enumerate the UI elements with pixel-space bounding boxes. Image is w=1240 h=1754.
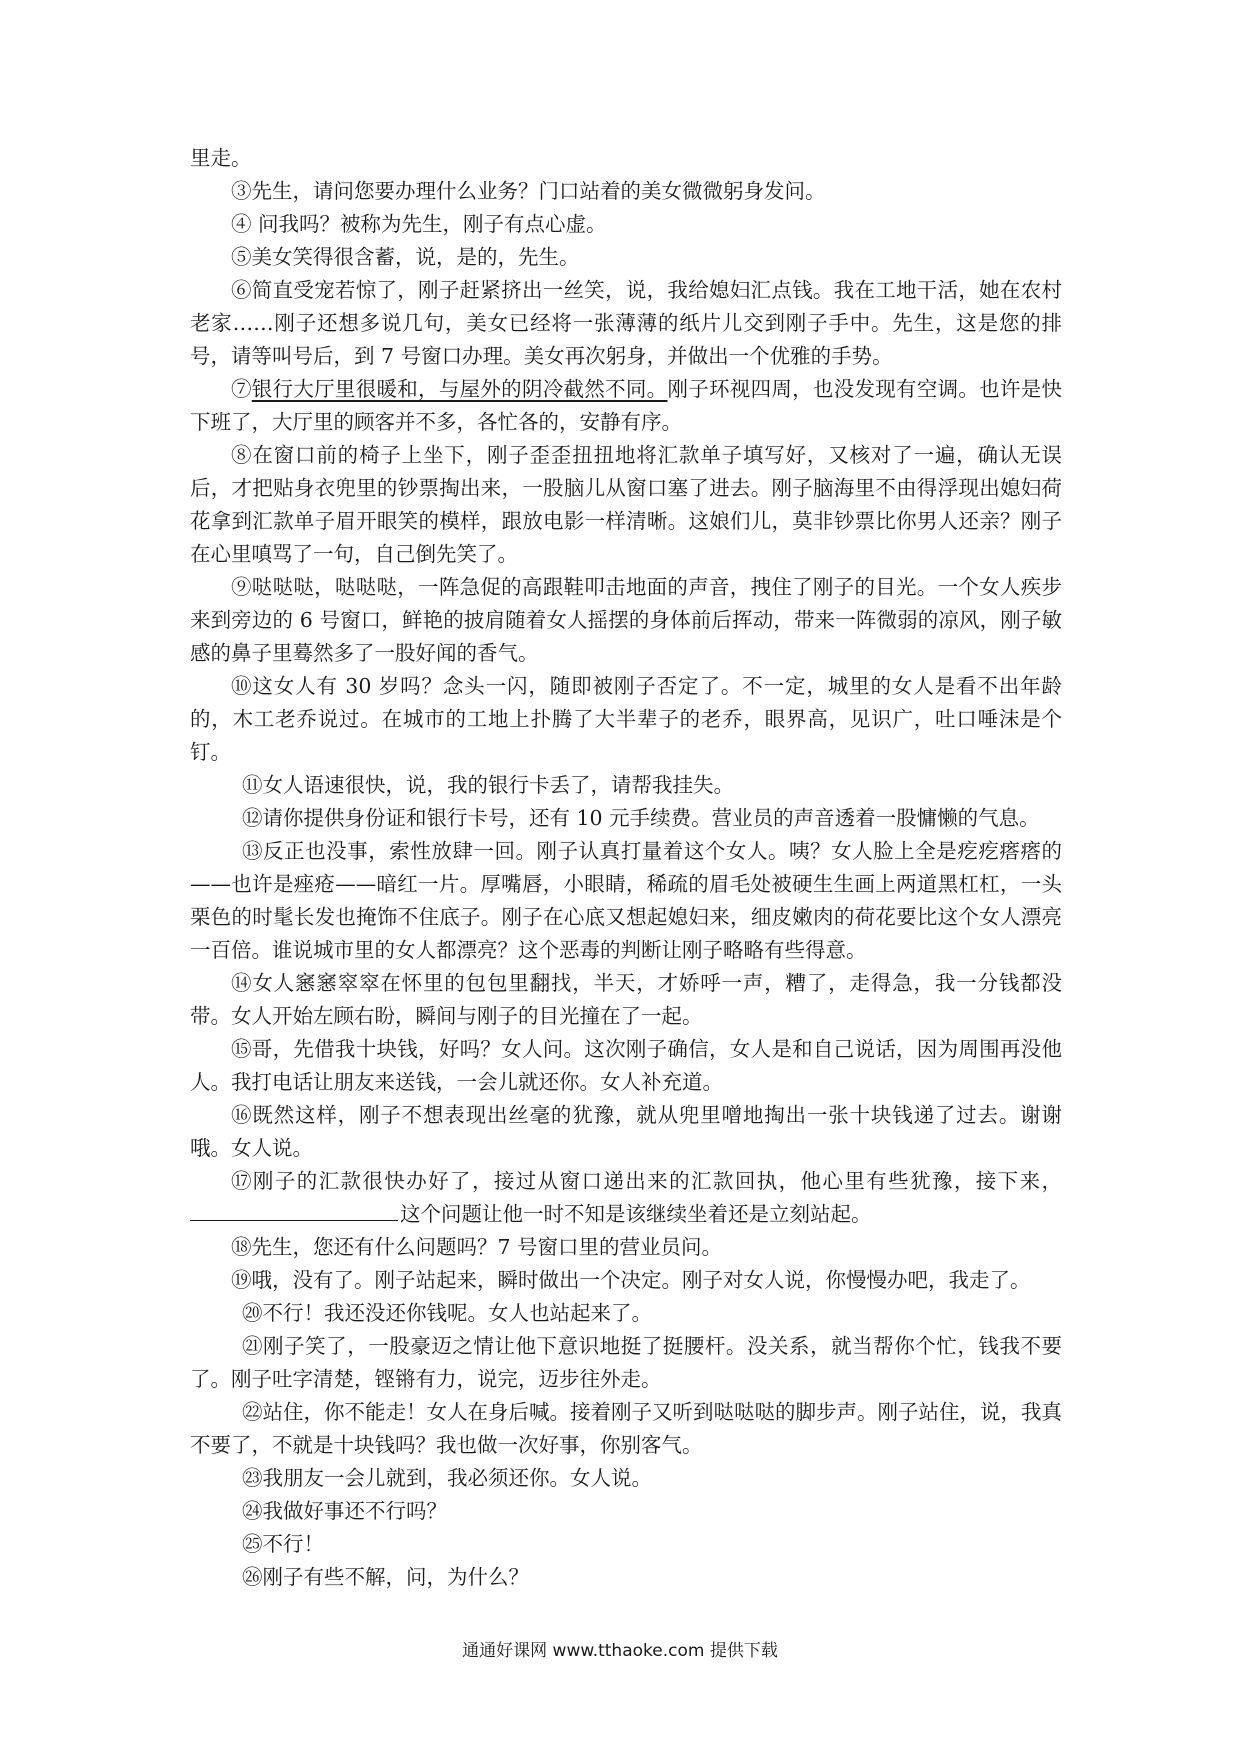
paragraph-9: ⑨哒哒哒，哒哒哒，一阵急促的高跟鞋叩击地面的声音，拽住了刚子的目光。一个女人疾步来到旁边的 6 号窗口，鲜艳的披肩随着女人摇摆的身体前后挥动，带来一阵微弱的凉风，刚子敏感的鼻子里蓦然多了一股好闻的香气。 xyxy=(190,575,1062,665)
paragraph-22: ㉒站住，你不能走！女人在身后喊。接着刚子又听到哒哒哒的脚步声。刚子站住，说，我真不要了，不就是十块钱吗？我也做一次好事，你别客气。 xyxy=(190,1400,1062,1457)
paragraph-7-rest: 刚子环视四周，也没发现有空调。也许是快下班了，大厅里的顾客并不多，各忙各的，安静有序。 xyxy=(190,377,1063,434)
paragraph-1: 里走。 xyxy=(190,146,252,170)
paragraph-17-rest: 这个问题让他一时不知是该继续坐着还是立刻站起。 xyxy=(400,1202,872,1226)
paragraph-14: ⑭女人窸窸窣窣在怀里的包包里翻找，半天，才娇呼一声，糟了，走得急，我一分钱都没带。女人开始左顾右盼，瞬间与刚子的目光撞在了一起。 xyxy=(190,971,1062,1028)
paragraph-7-prefix: ⑦ xyxy=(231,377,252,401)
paragraph-12: ⑫请你提供身份证和银行卡号，还有 10 元手续费。营业员的声音透着一股慵懒的气息。 xyxy=(242,806,1040,830)
paragraph-7 xyxy=(190,373,1062,439)
paragraph-20: ⑳不行！我还没还你钱呢。女人也站起来了。 xyxy=(242,1301,652,1325)
paragraph-26: ㉖刚子有些不解，问，为什么？ xyxy=(242,1565,529,1589)
paragraph-23: ㉓我朋友一会儿就到，我必须还你。女人说。 xyxy=(242,1466,652,1490)
paragraph-25: ㉕不行！ xyxy=(242,1532,324,1556)
paragraph-5: ⑤美女笑得很含蓄，说，是的，先生。 xyxy=(231,245,580,269)
paragraph-17-text: ⑰刚子的汇款很快办好了，接过从窗口递出来的汇款回执，他心里有些犹豫，接下来， xyxy=(231,1169,1062,1193)
paragraph-11: ⑪女人语速很快，说，我的银行卡丢了，请帮我挂失。 xyxy=(242,773,734,797)
paragraph-18: ⑱先生，您还有什么问题吗？7 号窗口里的营业员问。 xyxy=(231,1235,723,1259)
fill-in-blank[interactable] xyxy=(190,1200,398,1221)
paragraph-6: ⑥简直受宠若惊了，刚子赶紧挤出一丝笑，说，我给媳妇汇点钱。我在工地干活，她在农村老家……刚子还想多说几句，美女已经将一张薄薄的纸片儿交到刚子手中。先生，这是您的排号，请等叫号后，到 7 号窗口办理。美女再次躬身，并做出一个优雅的手势。 xyxy=(190,278,1062,368)
document-body xyxy=(190,142,1062,1594)
paragraph-15: ⑮哥，先借我十块钱，好吗？女人问。这次刚子确信，女人是和自己说话，因为周围再没他人。我打电话让朋友来送钱，一会儿就还你。女人补充道。 xyxy=(190,1037,1062,1094)
page-footer: 通通好课网 www.tthaoke.com 提供下载 xyxy=(462,1641,778,1661)
paragraph-16: ⑯既然这样，刚子不想表现出丝毫的犹豫，就从兜里噌地掏出一张十块钱递了过去。谢谢哦。女人说。 xyxy=(190,1103,1062,1160)
underlined-sentence: 银行大厅里很暖和，与屋外的阴冷截然不同。 xyxy=(251,377,668,401)
paragraph-17 xyxy=(190,1165,1062,1231)
paragraph-21: ㉑刚子笑了，一股豪迈之情让他下意识地挺了挺腰杆。没关系，就当帮你个忙，钱我不要了。刚子吐字清楚，铿锵有力，说完，迈步往外走。 xyxy=(190,1334,1062,1391)
paragraph-19: ⑲哦，没有了。刚子站起来，瞬时做出一个决定。刚子对女人说，你慢慢办吧，我走了。 xyxy=(231,1268,1031,1292)
paragraph-4: ④ 问我吗？被称为先生，刚子有点心虚。 xyxy=(231,212,607,236)
paragraph-24: ㉔我做好事还不行吗？ xyxy=(242,1499,447,1523)
paragraph-13: ⑬反正也没事，索性放肆一回。刚子认真打量着这个女人。咦？女人脸上全是疙疙瘩瘩的——也许是痤疮——暗红一片。厚嘴唇，小眼睛，稀疏的眉毛处被硬生生画上两道黑杠杠，一头栗色的时髦长发也掩饰不住底子。刚子在心底又想起媳妇来，细皮嫩肉的荷花要比这个女人漂亮一百倍。谁说城市里的女人都漂亮？这个恶毒的判断让刚子略略有些得意。 xyxy=(190,839,1062,962)
paragraph-8: ⑧在窗口前的椅子上坐下，刚子歪歪扭扭地将汇款单子填写好，又核对了一遍，确认无误后，才把贴身衣兜里的钞票掏出来，一股脑儿从窗口塞了进去。刚子脑海里不由得浮现出媳妇荷花拿到汇款单子眉开眼笑的模样，跟放电影一样清晰。这娘们儿，莫非钞票比你男人还亲？刚子在心里嗔骂了一句，自己倒先笑了。 xyxy=(190,443,1062,566)
paragraph-10: ⑩这女人有 30 岁吗？念头一闪，随即被刚子否定了。不一定，城里的女人是看不出年龄的，木工老乔说过。在城市的工地上扑腾了大半辈子的老乔，眼界高，见识广，吐口唾沫是个钉。 xyxy=(190,674,1062,764)
paragraph-3: ③先生，请问您要办理什么业务？门口站着的美女微微躬身发问。 xyxy=(231,179,826,203)
